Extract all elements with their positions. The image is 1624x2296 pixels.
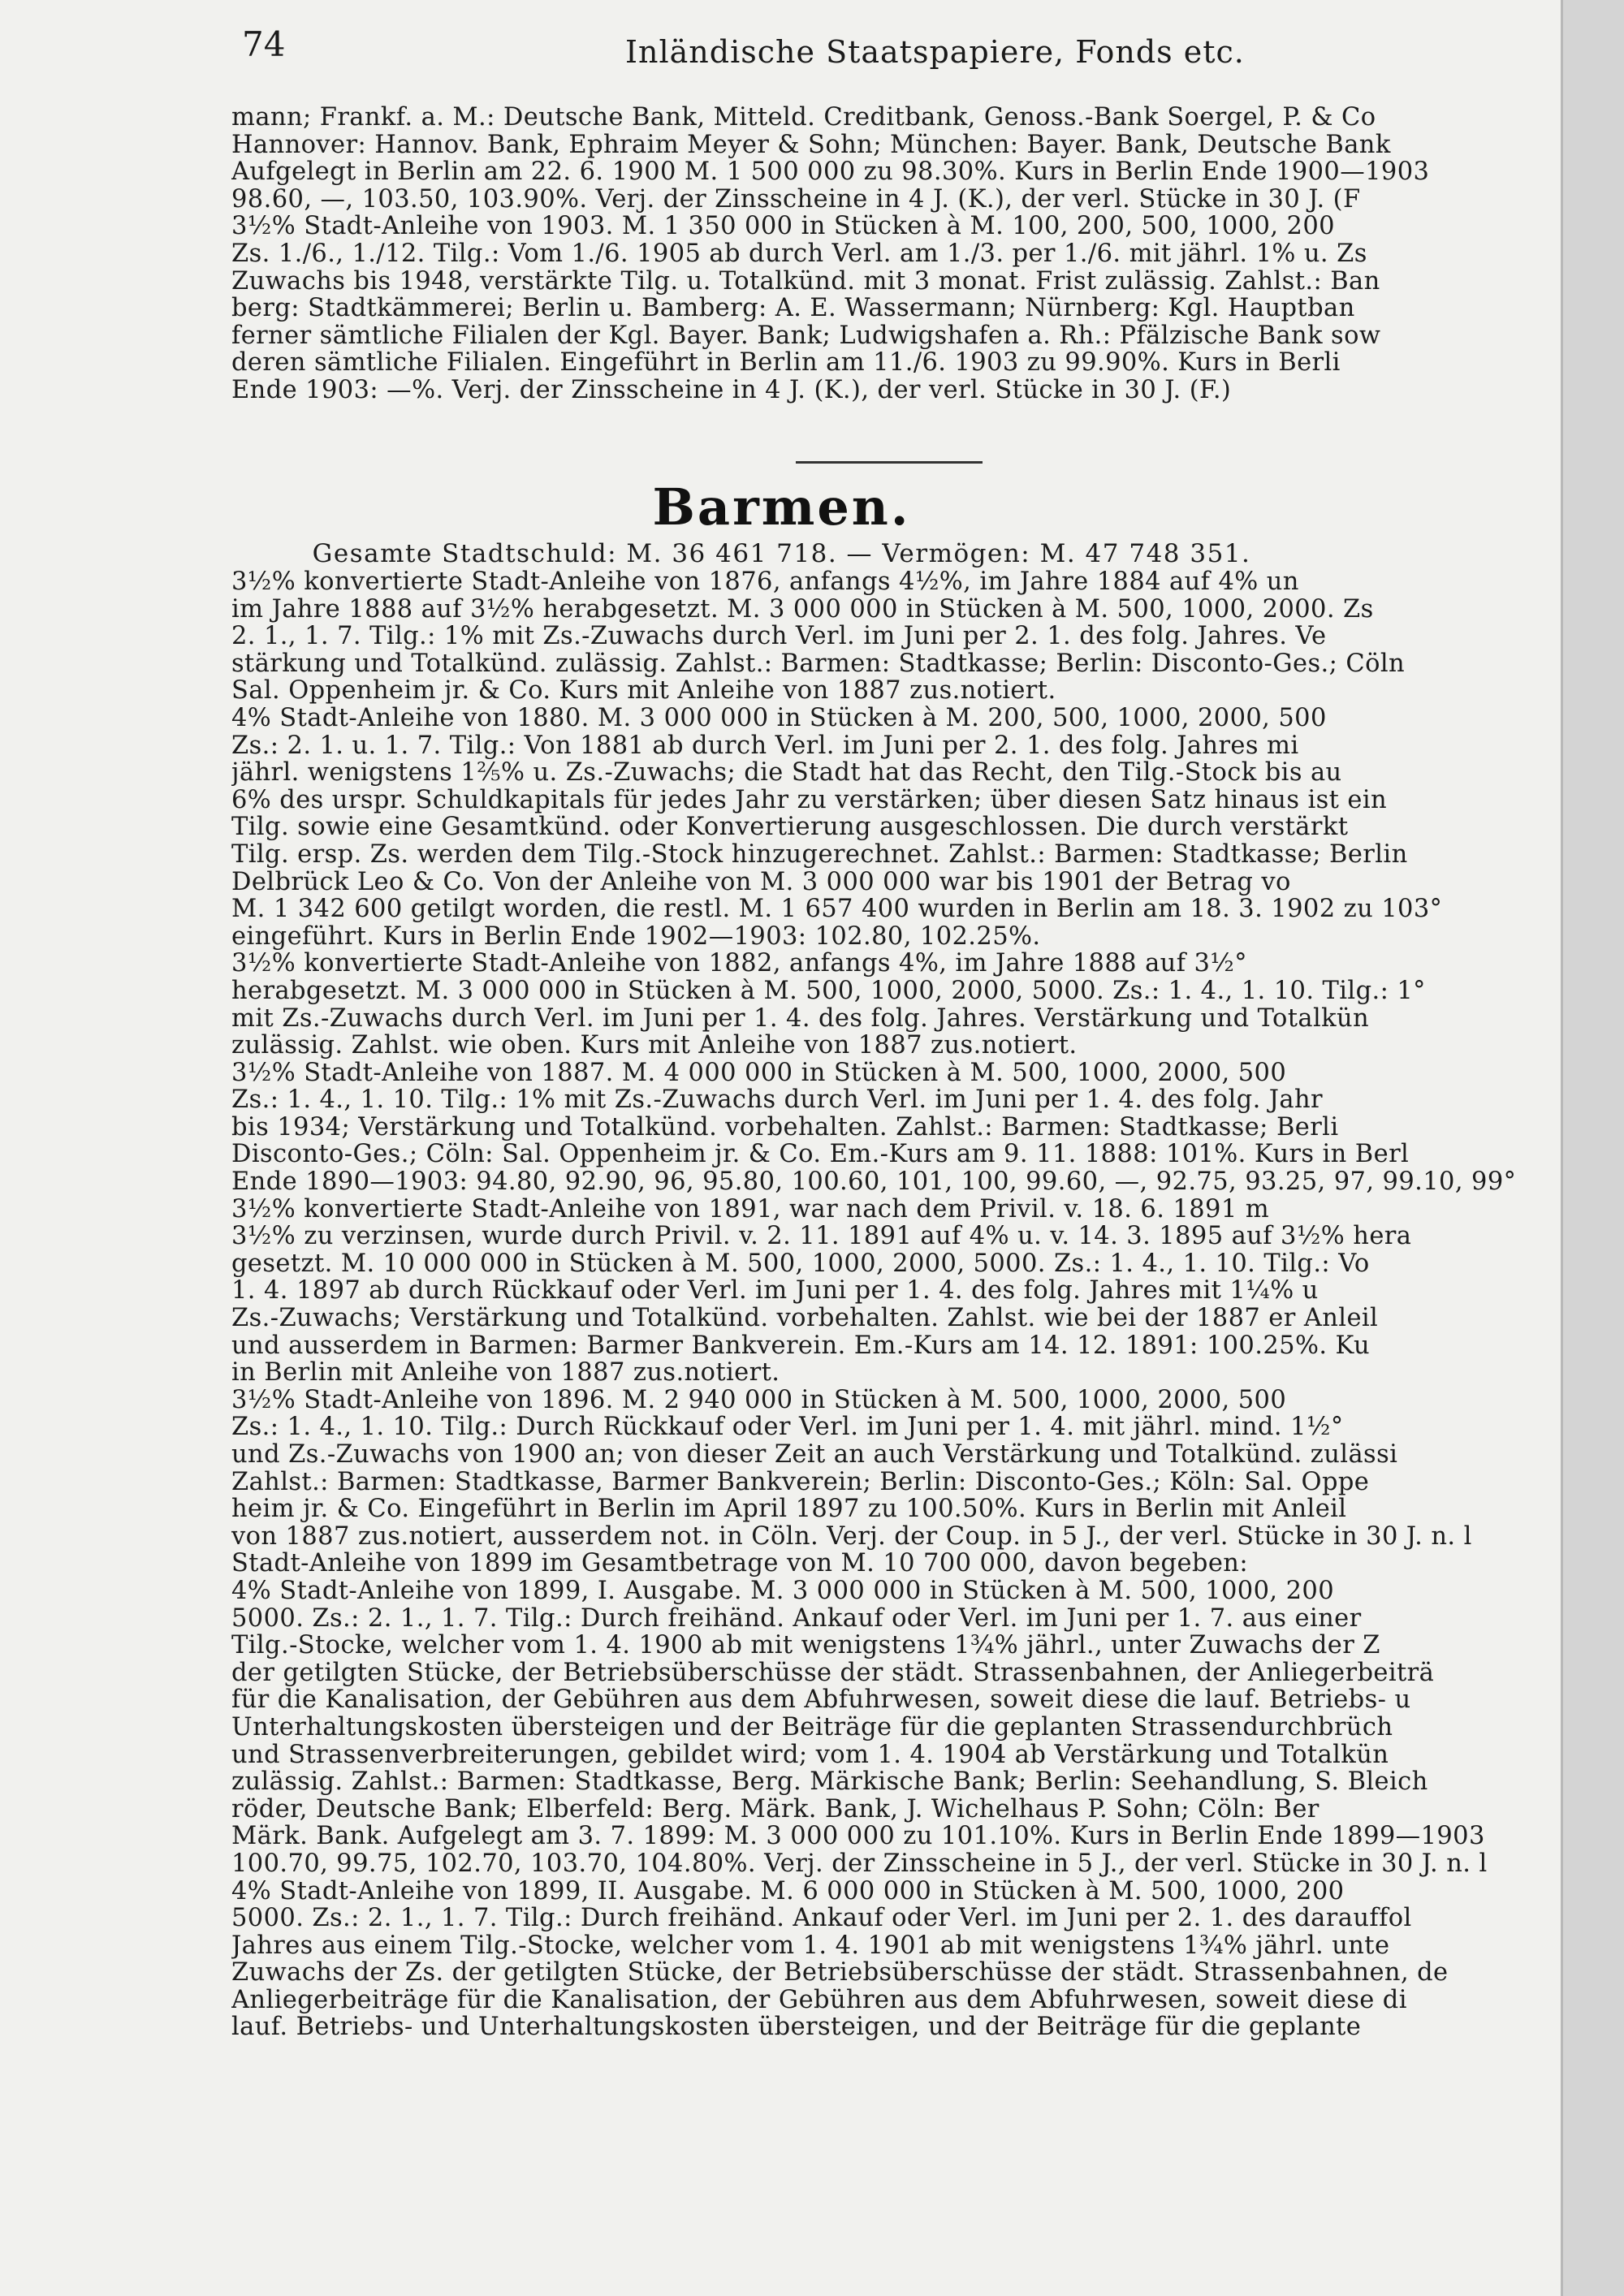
text-line: Zuwachs bis 1948, verstärkte Tilg. u. Totalkünd. mit 3 monat. Frist zulässig. Zahlst.: Ban [231, 266, 1380, 296]
text-line: röder, Deutsche Bank; Elberfeld: Berg. Märk. Bank, J. Wichelhaus P. Sohn; Cöln: Ber [231, 1794, 1320, 1823]
text-line: herabgesetzt. M. 3 000 000 in Stücken à M. 500, 1000, 2000, 5000. Zs.: 1. 4., 1. 10. Tilg.: 1° [231, 976, 1426, 1005]
text-line: 2. 1., 1. 7. Tilg.: 1% mit Zs.-Zuwachs durch Verl. im Juni per 2. 1. des folg. Jahres. Ve [231, 622, 1327, 651]
text-line: ferner sämtliche Filialen der Kgl. Bayer. Bank; Ludwigshafen a. Rh.: Pfälzische Bank sow [231, 321, 1381, 350]
text-line: Aufgelegt in Berlin am 22. 6. 1900 M. 1 500 000 zu 98.30%. Kurs in Berlin Ende 1900—1903 [231, 158, 1430, 187]
text-line: in Berlin mit Anleihe von 1887 zus.notiert. [231, 1358, 780, 1388]
text-line: 4% Stadt-Anleihe von 1880. M. 3 000 000 in Stücken à M. 200, 500, 1000, 2000, 500 [231, 703, 1327, 732]
page-edge [1563, 0, 1624, 2296]
text-line: berg: Stadtkämmerei; Berlin u. Bamberg: A. E. Wassermann; Nürnberg: Kgl. Hauptban [231, 294, 1355, 323]
text-line: für die Kanalisation, der Gebühren aus dem Abfuhrwesen, soweit diese die lauf. Betriebs- u [231, 1685, 1411, 1715]
text-line: heim jr. & Co. Eingeführt in Berlin im April 1897 zu 100.50%. Kurs in Berlin mit Anleil [231, 1495, 1347, 1524]
text-line: von 1887 zus.notiert, ausserdem not. in Cöln. Verj. der Coup. in 5 J., der verl. Stücke in 30 J. n. l [231, 1521, 1472, 1551]
text-line: 3½% Stadt-Anleihe von 1896. M. 2 940 000 in Stücken à M. 500, 1000, 2000, 500 [231, 1385, 1287, 1414]
text-line: Zs.: 2. 1. u. 1. 7. Tilg.: Von 1881 ab durch Verl. im Juni per 2. 1. des folg. Jahres mi [231, 731, 1299, 760]
text-line: 4% Stadt-Anleihe von 1899, II. Ausgabe. M. 6 000 000 in Stücken à M. 500, 1000, 200 [231, 1876, 1345, 1905]
text-line: und Zs.-Zuwachs von 1900 an; von dieser Zeit an auch Verstärkung und Totalkünd. zulässi [231, 1440, 1398, 1469]
text-line: stärkung und Totalkünd. zulässig. Zahlst.: Barmen: Stadtkasse; Berlin: Disconto-Ges.; Cöln [231, 649, 1406, 678]
main-text-block [231, 568, 1531, 2041]
text-line: 3½% Stadt-Anleihe von 1887. M. 4 000 000 in Stücken à M. 500, 1000, 2000, 500 [231, 1058, 1287, 1087]
top-text-block [231, 104, 1531, 404]
section-rule [796, 461, 983, 464]
text-line: und Strassenverbreiterungen, gebildet wird; vom 1. 4. 1904 ab Verstärkung und Totalkün [231, 1740, 1389, 1769]
text-line: Delbrück Leo & Co. Von der Anleihe von M. 3 000 000 war bis 1901 der Betrag vo [231, 867, 1291, 896]
text-line: mann; Frankf. a. M.: Deutsche Bank, Mitteld. Creditbank, Genoss.-Bank Soergel, P. & Co [231, 104, 1376, 132]
text-line: 3½% konvertierte Stadt-Anleihe von 1876, anfangs 4½%, im Jahre 1884 auf 4% un [231, 568, 1299, 596]
text-line: Hannover: Hannov. Bank, Ephraim Meyer & Sohn; München: Bayer. Bank, Deutsche Bank [231, 130, 1391, 159]
section-subline: Gesamte Stadtschuld: M. 36 461 718. — Vermögen: M. 47 748 351. [312, 539, 1251, 568]
text-line: lauf. Betriebs- und Unterhaltungskosten übersteigen, und der Beiträge für die geplante [231, 2013, 1362, 2042]
text-line: 3½% zu verzinsen, wurde durch Privil. v. 2. 11. 1891 auf 4% u. v. 14. 3. 1895 auf 3½% hera [231, 1222, 1412, 1251]
text-line: und ausserdem in Barmen: Barmer Bankverein. Em.-Kurs am 14. 12. 1891: 100.25%. Ku [231, 1331, 1371, 1360]
text-line: 5000. Zs.: 2. 1., 1. 7. Tilg.: Durch freihänd. Ankauf oder Verl. im Juni per 1. 7. aus einer [231, 1603, 1362, 1633]
text-line: Zs.: 1. 4., 1. 10. Tilg.: Durch Rückkauf oder Verl. im Juni per 1. 4. mit jährl. mind. 1½° [231, 1413, 1344, 1442]
text-line: 98.60, —, 103.50, 103.90%. Verj. der Zinsscheine in 4 J. (K.), der verl. Stücke in 30 J. (F [231, 184, 1361, 214]
text-line: 6% des urspr. Schuldkapitals für jedes Jahr zu verstärken; über diesen Satz hinaus ist ein [231, 785, 1388, 814]
text-line: Tilg. ersp. Zs. werden dem Tilg.-Stock hinzugerechnet. Zahlst.: Barmen: Stadtkasse; Berlin [231, 839, 1408, 869]
text-line: Ende 1890—1903: 94.80, 92.90, 96, 95.80, 100.60, 101, 100, 99.60, —, 92.75, 93.25, 97, 99.10, 99° [231, 1167, 1517, 1197]
text-line: bis 1934; Verstärkung und Totalkünd. vorbehalten. Zahlst.: Barmen: Stadtkasse; Berli [231, 1112, 1339, 1142]
text-line: 4% Stadt-Anleihe von 1899, I. Ausgabe. M. 3 000 000 in Stücken à M. 500, 1000, 200 [231, 1576, 1335, 1605]
text-line: Jahres aus einem Tilg.-Stocke, welcher vom 1. 4. 1901 ab mit wenigstens 1¾% jährl. unte [231, 1931, 1390, 1960]
text-line: Unterhaltungskosten übersteigen und der Beiträge für die geplanten Strassendurchbrüch [231, 1712, 1393, 1741]
text-line: Tilg.-Stocke, welcher vom 1. 4. 1900 ab mit wenigstens 1¾% jährl., unter Zuwachs der Z [231, 1631, 1380, 1660]
text-line: Anliegerbeiträge für die Kanalisation, der Gebühren aus dem Abfuhrwesen, soweit diese di [231, 1985, 1407, 2014]
text-line: jährl. wenigstens 1⅖% u. Zs.-Zuwachs; die Stadt hat das Recht, den Tilg.-Stock bis au [231, 758, 1342, 788]
text-line: deren sämtliche Filialen. Eingeführt in Berlin am 11./6. 1903 zu 99.90%. Kurs in Berli [231, 348, 1341, 378]
page-number: 74 [242, 24, 286, 64]
text-line: Tilg. sowie eine Gesamtkünd. oder Konvertierung ausgeschlossen. Die durch verstärkt [231, 813, 1349, 842]
text-line: Zuwachs der Zs. der getilgten Stücke, der Betriebsüberschüsse der städt. Strassenbahnen, de [231, 1958, 1449, 1987]
text-line: im Jahre 1888 auf 3½% herabgesetzt. M. 3 000 000 in Stücken à M. 500, 1000, 2000. Zs [231, 594, 1374, 624]
text-line: Disconto-Ges.; Cöln: Sal. Oppenheim jr. & Co. Em.-Kurs am 9. 11. 1888: 101%. Kurs in Berl [231, 1140, 1410, 1169]
text-line: 5000. Zs.: 2. 1., 1. 7. Tilg.: Durch freihänd. Ankauf oder Verl. im Juni per 2. 1. des darauffol [231, 1904, 1412, 1933]
text-line: Ende 1903: —%. Verj. der Zinsscheine in 4 J. (K.), der verl. Stücke in 30 J. (F.) [231, 375, 1232, 404]
text-line: M. 1 342 600 getilgt worden, die restl. M. 1 657 400 wurden in Berlin am 18. 3. 1902 zu 103° [231, 895, 1443, 924]
text-line: 3½% konvertierte Stadt-Anleihe von 1882, anfangs 4%, im Jahre 1888 auf 3½° [231, 949, 1247, 978]
text-line: eingeführt. Kurs in Berlin Ende 1902—1903: 102.80, 102.25%. [231, 921, 1041, 951]
text-line: Zs.: 1. 4., 1. 10. Tilg.: 1% mit Zs.-Zuwachs durch Verl. im Juni per 1. 4. des folg. Jahr [231, 1085, 1324, 1115]
text-line: gesetzt. M. 10 000 000 in Stücken à M. 500, 1000, 2000, 5000. Zs.: 1. 4., 1. 10. Tilg.: Vo [231, 1249, 1370, 1278]
text-line: Märk. Bank. Aufgelegt am 3. 7. 1899: M. 3 000 000 zu 101.10%. Kurs in Berlin Ende 1899—1903 [231, 1822, 1485, 1851]
section-heading: Barmen. [652, 477, 911, 537]
running-head: Inländische Staatspapiere, Fonds etc. [625, 34, 1245, 70]
text-line: 1. 4. 1897 ab durch Rückkauf oder Verl. im Juni per 1. 4. des folg. Jahres mit 1¼% u [231, 1276, 1319, 1306]
text-line: 100.70, 99.75, 102.70, 103.70, 104.80%. Verj. der Zinsscheine in 5 J., der verl. Stücke in 30 J. n. l [231, 1849, 1488, 1878]
text-line: mit Zs.-Zuwachs durch Verl. im Juni per 1. 4. des folg. Jahres. Verstärkung und Totalkün [231, 1003, 1370, 1033]
text-line: Zs.-Zuwachs; Verstärkung und Totalkünd. vorbehalten. Zahlst. wie bei der 1887 er Anleil [231, 1304, 1379, 1333]
text-line: Stadt-Anleihe von 1899 im Gesamtbetrage von M. 10 700 000, davon begeben: [231, 1549, 1248, 1578]
text-line: Sal. Oppenheim jr. & Co. Kurs mit Anleihe von 1887 zus.notiert. [231, 676, 1056, 706]
text-line: 3½% konvertierte Stadt-Anleihe von 1891, war nach dem Privil. v. 18. 6. 1891 m [231, 1194, 1270, 1224]
text-line: der getilgten Stücke, der Betriebsüberschüsse der städt. Strassenbahnen, der Anliegerbeiträ [231, 1658, 1435, 1687]
text-line: zulässig. Zahlst.: Barmen: Stadtkasse, Berg. Märkische Bank; Berlin: Seehandlung, S. Bleich [231, 1767, 1428, 1797]
text-line: 3½% Stadt-Anleihe von 1903. M. 1 350 000 in Stücken à M. 100, 200, 500, 1000, 200 [231, 212, 1335, 241]
text-line: Zahlst.: Barmen: Stadtkasse, Barmer Bankverein; Berlin: Disconto-Ges.; Köln: Sal. Oppe [231, 1467, 1370, 1496]
text-line: zulässig. Zahlst. wie oben. Kurs mit Anleihe von 1887 zus.notiert. [231, 1031, 1078, 1060]
text-line: Zs. 1./6., 1./12. Tilg.: Vom 1./6. 1905 ab durch Verl. am 1./3. per 1./6. mit jährl. 1% u. Zs [231, 239, 1367, 268]
